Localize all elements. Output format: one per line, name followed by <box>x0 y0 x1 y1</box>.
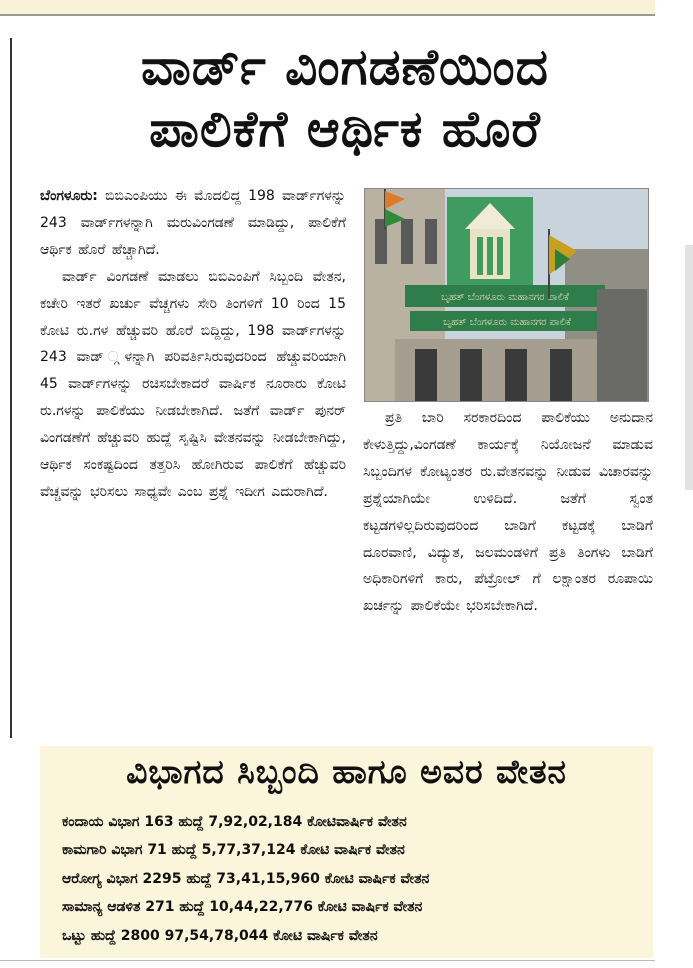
top-rule <box>0 14 655 16</box>
article-paragraph-1-text: ಬಿಬಿಎಂಪಿಯು ಈ ಮೊದಲಿದ್ದ 198 ವಾರ್ಡ್‌ಗಳನ್ನು 243 ವಾರ್ಡ್‌ಗಳನ್ನಾಗಿ ಮರುವಿಂಗಡಣೆ ಮಾಡಿದ್ದು, ಪಾಲಿಕೆಗೆ ಆರ್ಥಿಕ ಹೊರೆ ಹೆಚ್ಚಾಗಿದೆ. <box>40 188 346 258</box>
staff-line: ಕಂದಾಯ ವಿಭಾಗ 163 ಹುದ್ದೆ 7,92,02,184 ಕೋಟಿವಾರ್ಷಿಕ ವೇತನ <box>62 814 407 830</box>
staff-line: ಸಾಮಾನ್ಯ ಆಡಳಿತ 271 ಹುದ್ದೆ 10,44,22,776 ಕೋಟಿ ವಾರ್ಷಿಕ ವೇತನ <box>62 899 423 916</box>
staff-line: ಆರೋಗ್ಯ ವಿಭಾಗ 2295 ಹುದ್ದೆ 73,41,15,960 ಕೋಟಿ ವಾರ್ಷಿಕ ವೇತನ <box>62 870 430 887</box>
staff-line-total: ಒಟ್ಟು ಹುದ್ದೆ 2800 97,54,78,044 ಕೋಟಿ ವಾರ್ಷಿಕ ವೇತನ <box>62 927 378 944</box>
bottom-rule <box>0 960 655 961</box>
staff-salary-box <box>40 746 653 958</box>
article-paragraph-3: ಪ್ರತಿ ಬಾರಿ ಸರಕಾರದಿಂದ ಪಾಲಿಕೆಯು ಅನುದಾನ ಕೇಳುತ್ತಿದ್ದು,ವಿಂಗಡಣೆ ಕಾರ್ಯಕ್ಕೆ ನಿಯೋಜನೆ ಮಾಡುವ ಸಿಬ್ಬಂದಿಗಳ ಕೋಟ್ಯಂತರ ರು.ವೇತನವನ್ನು ನೀಡುವ ವಿಚಾರವನ್ನು ಪ್ರಶ್ನೆಯಾಗಿಯೇ ಉಳಿದಿದೆ. ಜತೆಗೆ ಸ್ವಂತ ಕಟ್ಟಡಗಳಿಲ್ಲದಿರುವುದರಿಂದ ಬಾಡಿಗೆ ಕಟ್ಟಡಕ್ಕೆ ಬಾಡಿಗೆ ದೂರವಾಣಿ, ವಿದ್ಯುತ, ಜಲಮಂಡಳಿಗೆ ಪ್ರತಿ ತಿಂಗಳು ಬಾಡಿಗೆ ಅಧಿಕಾರಿಗಳಿಗೆ ಕಾರು, ಪೆಟ್ರೋಲ್ ಗೆ ಲಕ್ಷಾಂತರ ರೂಪಾಯಿ ಖರ್ಚನ್ನು ಪಾಲಿಕೆಯೇ ಭರಿಸಬೇಕಾಗಿದೆ. <box>363 410 653 615</box>
building-sign-1: ಬೃಹತ್ ಬೆಂಗಳೂರು ಮಹಾನಗರ ಪಾಲಿಕೆ <box>441 292 569 303</box>
bbmp-building-photo <box>364 188 649 402</box>
staff-line: ಕಾಮಗಾರಿ ವಿಭಾಗ 71 ಹುದ್ದೆ 5,77,37,124 ಕೋಟಿ ವಾರ್ಷಿಕ ವೇತನ <box>62 842 405 859</box>
dateline: ಬೆಂಗಳೂರು: <box>40 188 98 204</box>
headline-line-1: ವಾರ್ಡ್ ವಿಂಗಡಣೆಯಿಂದ <box>141 38 549 96</box>
headline-line-2: ಪಾಲಿಕೆಗೆ ಆರ್ಥಿಕ ಹೊರೆ <box>149 100 541 158</box>
article-paragraph-2: ವಾರ್ಡ್ ವಿಂಗಡಣೆ ಮಾಡಲು ಬಿಬಿಎಂಪಿಗೆ ಸಿಬ್ಬಂದಿ ವೇತನ, ಕಚೇರಿ ಇತರೆ ಖರ್ಚು ವೆಚ್ಚಗಳು ಸೇರಿ ತಿಂಗಳಿಗೆ 10 ರಿಂದ 15 ಕೋಟಿ ರು.ಗಳ ಹೆಚ್ಚುವರಿ ಹೊರೆ ಬಿದ್ದಿದ್ದು, 198 ವಾರ್ಡ್‌ಗಳನ್ನು 243 ವಾಡ್ ್ಗಳನ್ನಾಗಿ ಪರಿವರ್ತಿಸಿರುವುದರಿಂದ ಹೆಚ್ಚುವರಿಯಾಗಿ 45 ವಾರ್ಡ್‌ಗಳನ್ನು ರಚಿಸಬೇಕಾದರೆ ವಾರ್ಷಿಕ ನೂರಾರು ಕೋಟಿ ರು.ಗಳನ್ನು ಪಾಲಿಕೆಯು ನೀಡಬೇಕಾಗಿದೆ. ಜತೆಗೆ ವಾರ್ಡ್ ಪುನರ್ ವಿಂಗಡಣೆಗೆ ಹೆಚ್ಚುವರಿ ಹುದ್ದೆ ಸೃಷ್ಟಿಸಿ ವೇತನವನ್ನು ನೀಡಬೇಕಾಗಿದ್ದು, ಆರ್ಥಿಕ ಸಂಕಷ್ಟದಿಂದ ತತ್ತರಿಸಿ ಹೋಗಿರುವ ಪಾಲಿಕೆಗೆ ಹೆಚ್ಚುವರಿ ವೆಚ್ಚವನ್ನು ಭರಿಸಲು ಸಾಧ್ಯವೇ ಎಂಬ ಪ್ರಶ್ನೆ ಇದೀಗ ಎದುರಾಗಿದೆ. <box>40 268 346 500</box>
article-column-left <box>40 183 346 506</box>
article-paragraph-1 <box>40 183 346 264</box>
staff-box-list <box>62 808 429 950</box>
adjacent-page-edge <box>685 245 693 490</box>
column-rule <box>10 38 12 738</box>
building-sign-2: ಬೃಹತ್ ಬೆಂಗಳೂರು ಮಹಾನಗರ ಪಾಲಿಕೆ <box>443 317 571 328</box>
staff-box-title: ವಿಭಾಗದ ಸಿಬ್ಬಂದಿ ಹಾಗೂ ಅವರ ವೇತನ <box>126 752 567 791</box>
article-column-right <box>363 405 653 620</box>
headline <box>40 36 650 160</box>
top-strip <box>0 0 655 14</box>
